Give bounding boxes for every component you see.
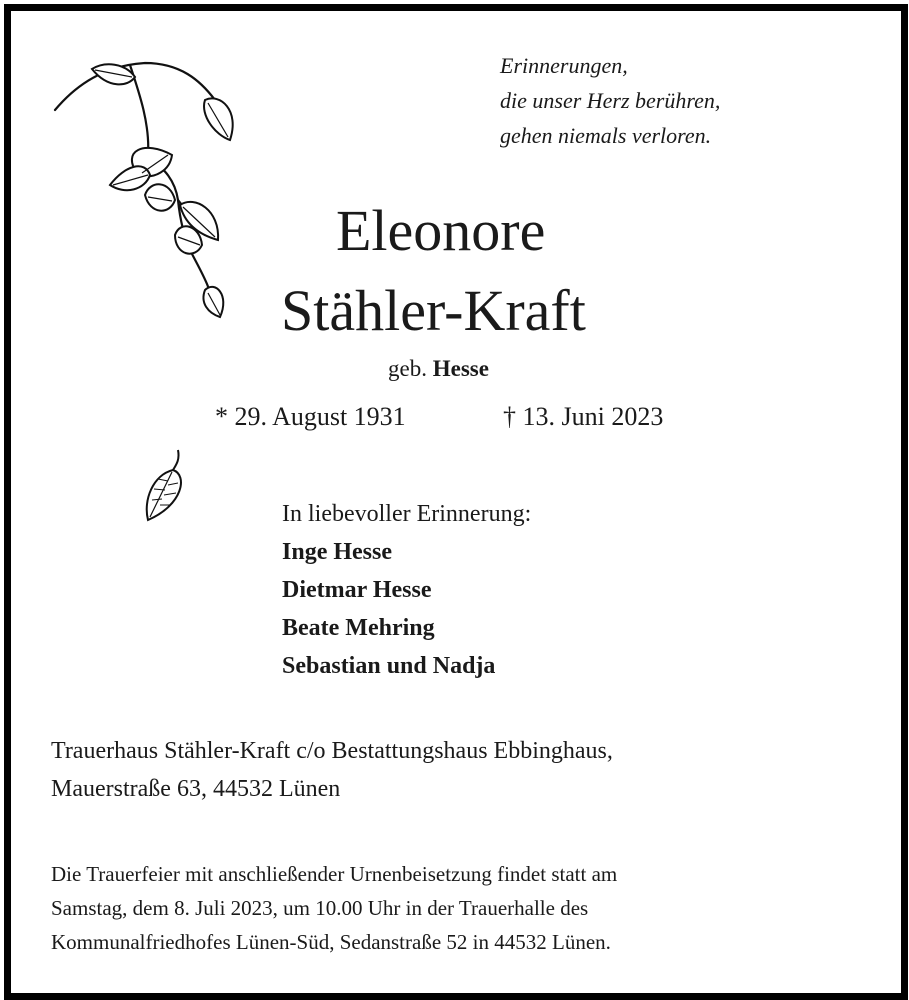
death-date: † 13. Juni 2023 — [503, 402, 664, 431]
address-line: Mauerstraße 63, 44532 Lünen — [51, 776, 341, 802]
ceremony-line: Die Trauerfeier mit anschließender Urnenbeisetzung findet statt am — [51, 862, 618, 886]
ceremony-block — [51, 857, 617, 959]
mourners-intro: In liebevoller Erinnerung: — [282, 501, 532, 527]
mourner-name: Sebastian und Nadja — [282, 653, 496, 679]
first-name: Eleonore — [336, 198, 546, 263]
maiden-name-line — [388, 356, 489, 382]
quote-line: die unser Herz berühren, — [500, 88, 721, 113]
birth-date: * 29. August 1931 — [215, 402, 406, 431]
mourner-name: Beate Mehring — [282, 615, 435, 641]
branch-leaves-icon — [50, 55, 250, 355]
mourners-block — [282, 495, 531, 685]
address-block — [51, 732, 613, 808]
maiden-name: Hesse — [432, 356, 489, 381]
single-leaf-icon — [138, 445, 198, 530]
quote-line: Erinnerungen, — [500, 53, 628, 78]
quote-line: gehen niemals verloren. — [500, 123, 712, 148]
ceremony-line: Kommunalfriedhofes Lünen-Süd, Sedanstraße 52 in 44532 Lünen. — [51, 930, 611, 954]
ceremony-line: Samstag, dem 8. Juli 2023, um 10.00 Uhr in der Trauerhalle des — [51, 896, 589, 920]
mourner-name: Dietmar Hesse — [282, 577, 432, 603]
address-line: Trauerhaus Stähler-Kraft c/o Bestattungshaus Ebbinghaus, — [51, 738, 613, 764]
last-name: Stähler-Kraft — [281, 278, 586, 343]
quote — [500, 48, 720, 153]
nee-prefix: geb. — [388, 356, 427, 381]
mourner-name: Inge Hesse — [282, 539, 392, 565]
